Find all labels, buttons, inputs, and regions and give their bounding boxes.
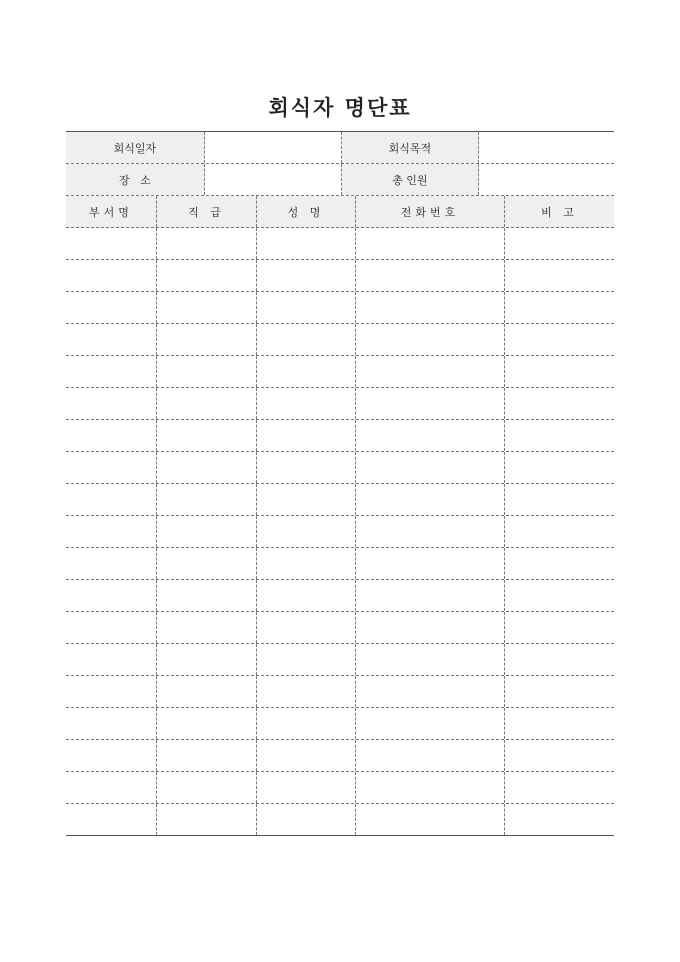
cell-position[interactable] [157,740,257,771]
cell-remarks[interactable] [505,228,614,259]
table-row [66,420,614,452]
cell-department[interactable] [66,804,157,835]
cell-position[interactable] [157,292,257,323]
cell-position[interactable] [157,324,257,355]
cell-department[interactable] [66,772,157,803]
cell-phone[interactable] [356,708,505,739]
cell-remarks[interactable] [505,740,614,771]
table-row [66,484,614,516]
cell-position[interactable] [157,356,257,387]
cell-phone[interactable] [356,388,505,419]
cell-position[interactable] [157,260,257,291]
cell-name[interactable] [257,708,356,739]
table-row [66,452,614,484]
cell-remarks[interactable] [505,804,614,835]
info-row-date-purpose [66,132,614,164]
cell-department[interactable] [66,324,157,355]
table-row [66,516,614,548]
cell-phone[interactable] [356,228,505,259]
table-header [66,196,614,228]
cell-name[interactable] [257,260,356,291]
cell-phone[interactable] [356,484,505,515]
cell-phone[interactable] [356,740,505,771]
cell-remarks[interactable] [505,420,614,451]
cell-department[interactable] [66,420,157,451]
place-label: 장 소 [66,164,205,195]
cell-department[interactable] [66,676,157,707]
table-row [66,612,614,644]
cell-position[interactable] [157,420,257,451]
cell-remarks[interactable] [505,484,614,515]
cell-department[interactable] [66,612,157,643]
cell-position[interactable] [157,708,257,739]
cell-remarks[interactable] [505,644,614,675]
date-field[interactable] [205,132,342,163]
cell-position[interactable] [157,516,257,547]
cell-name[interactable] [257,420,356,451]
cell-phone[interactable] [356,260,505,291]
cell-remarks[interactable] [505,388,614,419]
cell-remarks[interactable] [505,612,614,643]
cell-phone[interactable] [356,292,505,323]
cell-department[interactable] [66,260,157,291]
cell-phone[interactable] [356,452,505,483]
attendee-form [66,131,614,836]
cell-department[interactable] [66,228,157,259]
cell-position[interactable] [157,228,257,259]
cell-department[interactable] [66,740,157,771]
cell-position[interactable] [157,580,257,611]
column-header-position: 직 급 [157,196,257,227]
table-row [66,388,614,420]
cell-remarks[interactable] [505,260,614,291]
cell-position[interactable] [157,484,257,515]
cell-name[interactable] [257,804,356,835]
cell-position[interactable] [157,772,257,803]
date-label: 회식일자 [66,132,205,163]
cell-phone[interactable] [356,612,505,643]
cell-phone[interactable] [356,580,505,611]
column-header-department: 부서명 [66,196,157,227]
cell-department[interactable] [66,356,157,387]
cell-name[interactable] [257,740,356,771]
cell-position[interactable] [157,644,257,675]
table-row [66,676,614,708]
cell-name[interactable] [257,292,356,323]
column-header-phone: 전화번호 [356,196,505,227]
info-row-place-count [66,164,614,196]
cell-remarks[interactable] [505,772,614,803]
cell-remarks[interactable] [505,580,614,611]
cell-name[interactable] [257,612,356,643]
cell-name[interactable] [257,516,356,547]
table-row [66,804,614,835]
cell-remarks[interactable] [505,548,614,579]
cell-phone[interactable] [356,804,505,835]
cell-remarks[interactable] [505,452,614,483]
table-row [66,772,614,804]
cell-position[interactable] [157,548,257,579]
bottom-border [66,835,614,836]
column-header-remarks: 비 고 [541,205,578,219]
cell-name[interactable] [257,644,356,675]
total-count-field[interactable] [479,164,614,195]
cell-department[interactable] [66,708,157,739]
cell-name[interactable] [257,356,356,387]
cell-department[interactable] [66,452,157,483]
total-count-label: 총 인원 [342,164,480,195]
cell-position[interactable] [157,676,257,707]
cell-department[interactable] [66,644,157,675]
table-row [66,708,614,740]
cell-name[interactable] [257,484,356,515]
cell-department[interactable] [66,516,157,547]
purpose-label: 회식목적 [342,132,480,163]
cell-name[interactable] [257,676,356,707]
cell-phone[interactable] [356,772,505,803]
cell-name[interactable] [257,580,356,611]
column-header-name: 성 명 [257,196,356,227]
place-field[interactable] [205,164,342,195]
cell-phone[interactable] [356,676,505,707]
table-row [66,228,614,260]
cell-department[interactable] [66,388,157,419]
table-row [66,580,614,612]
cell-name[interactable] [257,324,356,355]
cell-position[interactable] [157,452,257,483]
cell-name[interactable] [257,228,356,259]
cell-name[interactable] [257,548,356,579]
cell-department[interactable] [66,580,157,611]
cell-remarks[interactable] [505,292,614,323]
cell-phone[interactable] [356,356,505,387]
cell-phone[interactable] [356,548,505,579]
cell-department[interactable] [66,292,157,323]
cell-position[interactable] [157,388,257,419]
cell-remarks[interactable] [505,356,614,387]
table-row [66,324,614,356]
table-row [66,356,614,388]
cell-department[interactable] [66,484,157,515]
cell-position[interactable] [157,804,257,835]
cell-position[interactable] [157,612,257,643]
cell-phone[interactable] [356,420,505,451]
table-row [66,644,614,676]
cell-phone[interactable] [356,324,505,355]
cell-name[interactable] [257,388,356,419]
table-row [66,548,614,580]
cell-name[interactable] [257,772,356,803]
cell-phone[interactable] [356,516,505,547]
cell-remarks[interactable] [505,324,614,355]
cell-phone[interactable] [356,644,505,675]
page-title: 회식자 명단표 [268,96,412,120]
purpose-field[interactable] [479,132,614,163]
table-row [66,292,614,324]
cell-remarks[interactable] [505,516,614,547]
cell-department[interactable] [66,548,157,579]
cell-remarks[interactable] [505,708,614,739]
table-row [66,740,614,772]
cell-name[interactable] [257,452,356,483]
cell-remarks[interactable] [505,676,614,707]
table-row [66,260,614,292]
table-body [66,228,614,835]
